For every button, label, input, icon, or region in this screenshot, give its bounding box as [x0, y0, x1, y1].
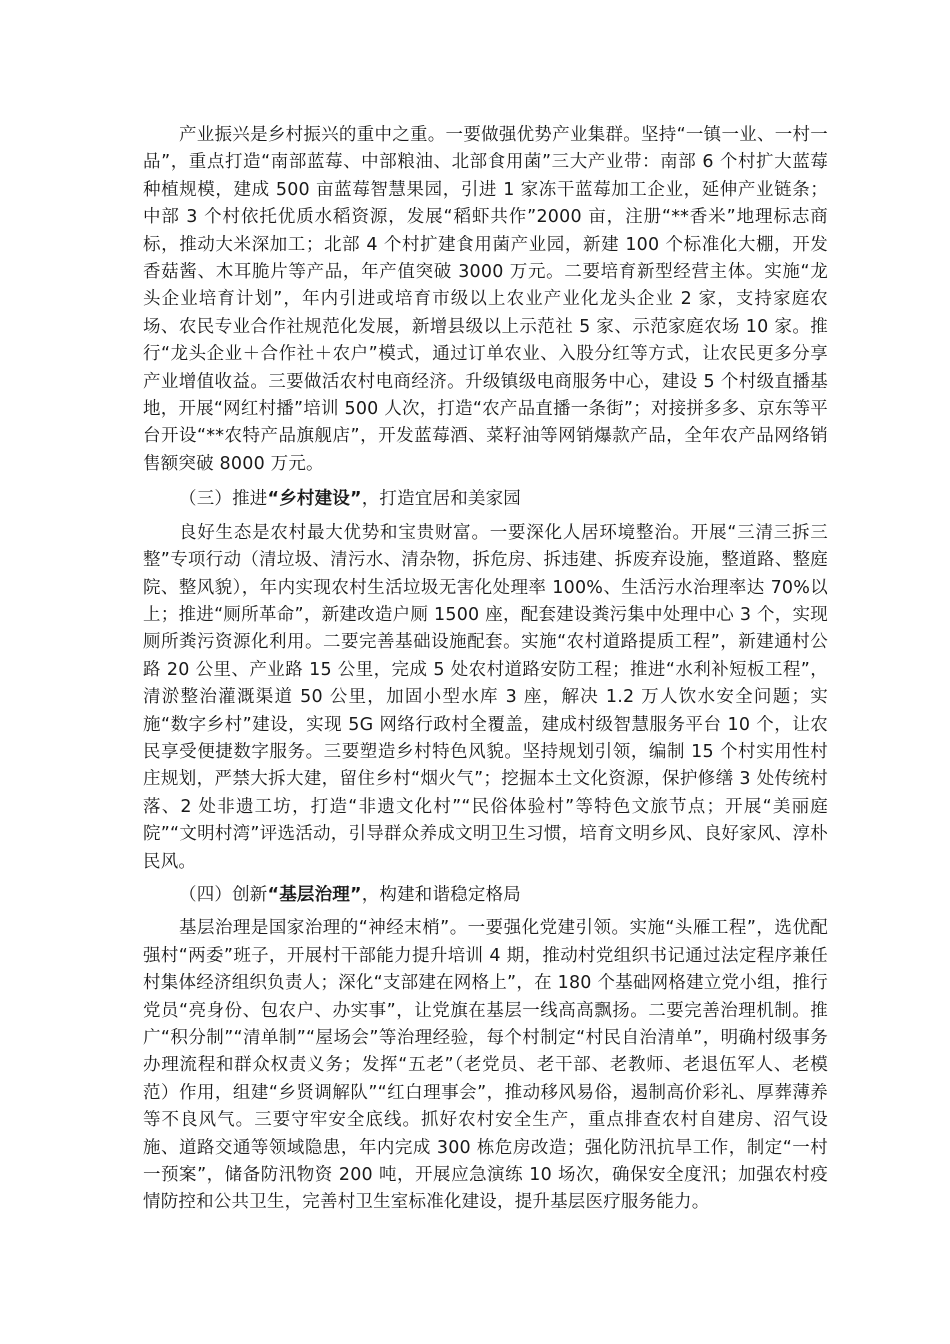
heading-keyword: “乡村建设” [267, 489, 362, 510]
section-heading-rural-construction [143, 486, 828, 513]
paragraph-rural-construction: 良好生态是农村最大优势和宝贵财富。一要深化人居环境整治。开展“三清三拆三整”专项行动（清垃圾、清污水、清杂物，拆危房、拆违建、拆废弃设施，整道路、整庭院、整风貌），年内实现农村生活垃圾无害化处理率 100%、生活污水治理率达 70%以上；推进“厕所革命”，新建改造户厕 1500 座，配套建设粪污集中处理中心 3 个，实现厕所粪污资源化利用。二要完善基础设施配套。实施“农村道路提质工程”，新建通村公路 20 公里、产业路 15 公里，完成 5 处农村道路安防工程；推进“水利补短板工程”，清淤整治灌溉渠道 50 公里，加固小型水库 3 座，解决 1.2 万人饮水安全问题；实施“数字乡村”建设，实现 5G 网络行政村全覆盖，建成村级智慧服务平台 10 个，让农民享受便捷数字服务。三要塑造乡村特色风貌。坚持规划引领，编制 15 个村实用性村庄规划，严禁大拆大建，留住乡村“烟火气”；挖掘本土文化资源，保护修缮 3 处传统村落、2 处非遗工坊，打造“非遗文化村”“民俗体验村”等特色文旅节点；开展“美丽庭院”“文明村湾”评选活动，引导群众养成文明卫生习惯，培育文明乡风、良好家风、淳朴民风。 [143, 522, 828, 872]
heading-prefix: （三）推进 [179, 489, 268, 510]
heading-suffix: ，构建和谐稳定格局 [361, 884, 522, 905]
document-body [143, 122, 828, 1217]
heading-suffix: ，打造宜居和美家园 [361, 489, 522, 510]
heading-keyword: “基层治理” [267, 884, 362, 905]
heading-prefix: （四）创新 [179, 884, 268, 905]
paragraph-industry-revitalization: 产业振兴是乡村振兴的重中之重。一要做强优势产业集群。坚持“一镇一业、一村一品”，重点打造“南部蓝莓、中部粮油、北部食用菌”三大产业带：南部 6 个村扩大蓝莓种植规模，建成 500 亩蓝莓智慧果园，引进 1 家冻干蓝莓加工企业，延伸产业链条；中部 3 个村依托优质水稻资源，发展“稻虾共作”2000 亩，注册“**香米”地理标志商标，推动大米深加工；北部 4 个村扩建食用菌产业园，新建 100 个标准化大棚，开发香菇酱、木耳脆片等产品，年产值突破 3000 万元。二要培育新型经营主体。实施“龙头企业培育计划”，年内引进或培育市级以上农业产业化龙头企业 2 家，支持家庭农场、农民专业合作社规范化发展，新增县级以上示范社 5 家、示范家庭农场 10 家。推行“龙头企业＋合作社＋农户”模式，通过订单农业、入股分红等方式，让农民更多分享产业增值收益。三要做活农村电商经济。升级镇级电商服务中心，建设 5 个村级直播基地，开展“网红村播”培训 500 人次，打造“农产品直播一条街”；对接拼多多、京东等平台开设“**农特产品旗舰店”，开发蓝莓酒、菜籽油等网销爆款产品，全年农产品网络销售额突破 8000 万元。 [143, 125, 828, 474]
paragraph-grassroots-governance: 基层治理是国家治理的“神经末梢”。一要强化党建引领。实施“头雁工程”，选优配强村“两委”班子，开展村干部能力提升培训 4 期，推动村党组织书记通过法定程序兼任村集体经济组织负责人；深化“支部建在网格上”，在 180 个基础网格建立党小组，推行党员“亮身份、包农户、办实事”，让党旗在基层一线高高飘扬。二要完善治理机制。推广“积分制”“清单制”“屋场会”等治理经验，每个村制定“村民自治清单”，明确村级事务办理流程和群众权责义务；发挥“五老”（老党员、老干部、老教师、老退伍军人、老模范）作用，组建“乡贤调解队”“红白理事会”，推动移风易俗，遏制高价彩礼、厚葬薄养等不良风气。三要守牢安全底线。抓好农村安全生产，重点排查农村自建房、沼气设施、道路交通等领域隐患，年内完成 300 栋危房改造；强化防汛抗旱工作，制定“一村一预案”，储备防汛物资 200 吨，开展应急演练 10 场次，确保安全度汛；加强农村疫情防控和公共卫生，完善村卫生室标准化建设，提升基层医疗服务能力。 [143, 918, 828, 1213]
section-heading-grassroots-governance [143, 882, 828, 909]
